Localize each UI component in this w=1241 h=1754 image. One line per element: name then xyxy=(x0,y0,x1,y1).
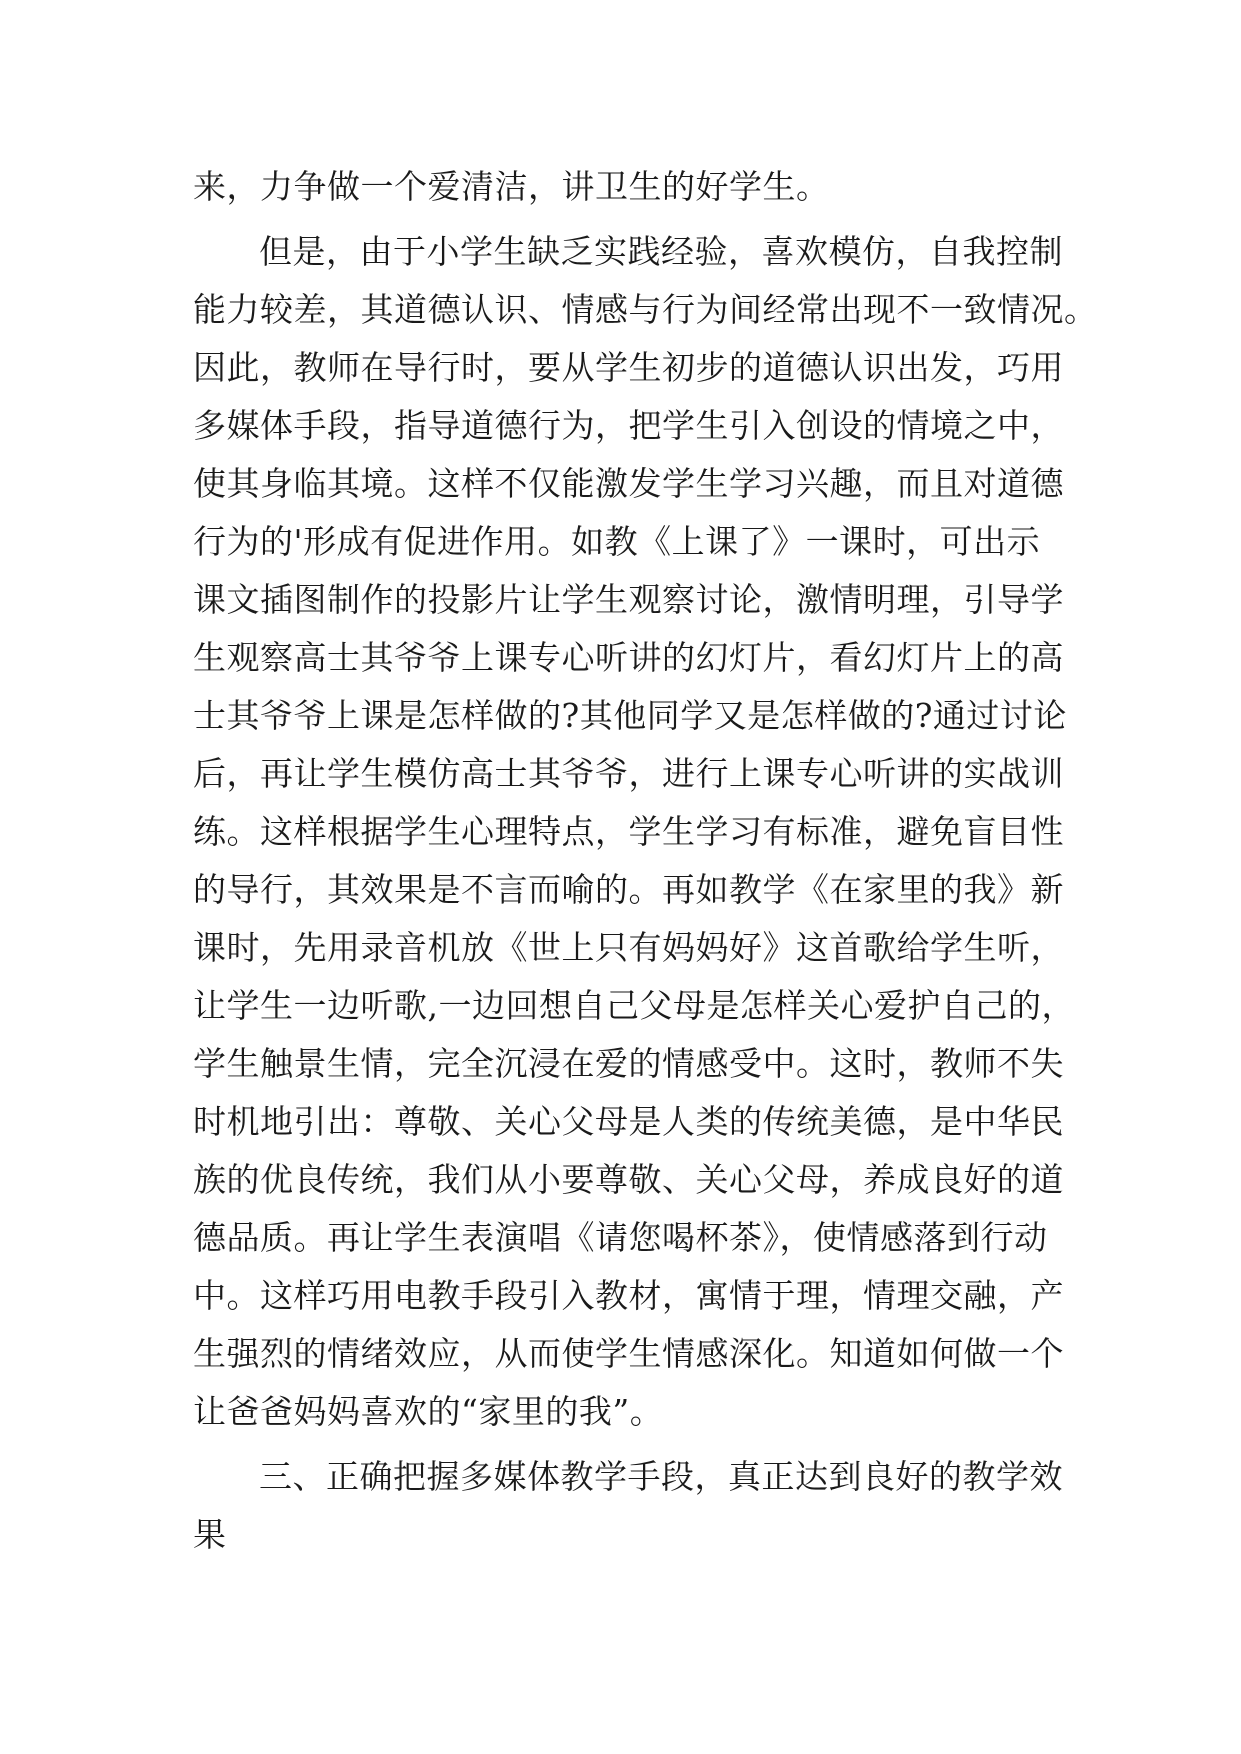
text-line: 课时，先用录音机放《世上只有妈妈好》这首歌给学生听， xyxy=(193,928,1064,967)
text-line: 后，再让学生模仿高士其爷爷，进行上课专心听讲的实战训 xyxy=(193,754,1064,793)
text-line: 练。这样根据学生心理特点，学生学习有标准，避免盲目性 xyxy=(193,812,1064,851)
text-line: 中。这样巧用电教手段引入教材，寓情于理，情理交融，产 xyxy=(193,1276,1064,1315)
text-line: 因此，教师在导行时，要从学生初步的道德认识出发，巧用 xyxy=(193,348,1064,387)
section-heading-line: 果 xyxy=(193,1515,227,1554)
text-line: 生强烈的情绪效应，从而使学生情感深化。知道如何做一个 xyxy=(193,1334,1064,1373)
text-line: 生观察高士其爷爷上课专心听讲的幻灯片，看幻灯片上的高 xyxy=(193,638,1064,677)
text-line: 行为的'形成有促进作用。如教《上课了》一课时，可出示 xyxy=(193,522,1041,561)
text-line: 德品质。再让学生表演唱《请您喝杯茶》，使情感落到行动 xyxy=(193,1218,1048,1257)
text-line: 多媒体手段，指导道德行为，把学生引入创设的情境之中， xyxy=(193,406,1064,445)
text-line: 但是，由于小学生缺乏实践经验，喜欢模仿，自我控制 xyxy=(259,232,1063,271)
section-heading-paragraph xyxy=(193,1448,1063,1564)
section-heading-line: 三、正确把握多媒体教学手段，真正达到良好的教学效 xyxy=(259,1457,1063,1496)
text-line: 使其身临其境。这样不仅能激发学生学习兴趣，而且对道德 xyxy=(193,464,1064,503)
text-line: 让学生一边听歌,一边回想自己父母是怎样关心爱护自己的， xyxy=(193,986,1075,1025)
text-line: 士其爷爷上课是怎样做的?其他同学又是怎样做的?通过讨论 xyxy=(193,696,1067,735)
text-line: 课文插图制作的投影片让学生观察讨论，激情明理，引导学 xyxy=(193,580,1064,619)
text-line: 学生触景生情，完全沉浸在爱的情感受中。这时，教师不失 xyxy=(193,1044,1064,1083)
text-line: 来，力争做一个爱清洁，讲卫生的好学生。 xyxy=(193,167,830,206)
document-body xyxy=(193,158,1098,1564)
text-line: 让爸爸妈妈喜欢的“家里的我”。 xyxy=(193,1392,664,1431)
paragraph-continuation xyxy=(193,158,1053,216)
paragraph-multimedia-guidance xyxy=(193,223,1098,1441)
text-line: 能力较差，其道德认识、情感与行为间经常出现不一致情况。 xyxy=(193,290,1098,329)
text-line: 的导行，其效果是不言而喻的。再如教学《在家里的我》新 xyxy=(193,870,1064,909)
text-line: 族的优良传统，我们从小要尊敬、关心父母，养成良好的道 xyxy=(193,1160,1064,1199)
text-line: 时机地引出：尊敬、关心父母是人类的传统美德，是中华民 xyxy=(193,1102,1064,1141)
